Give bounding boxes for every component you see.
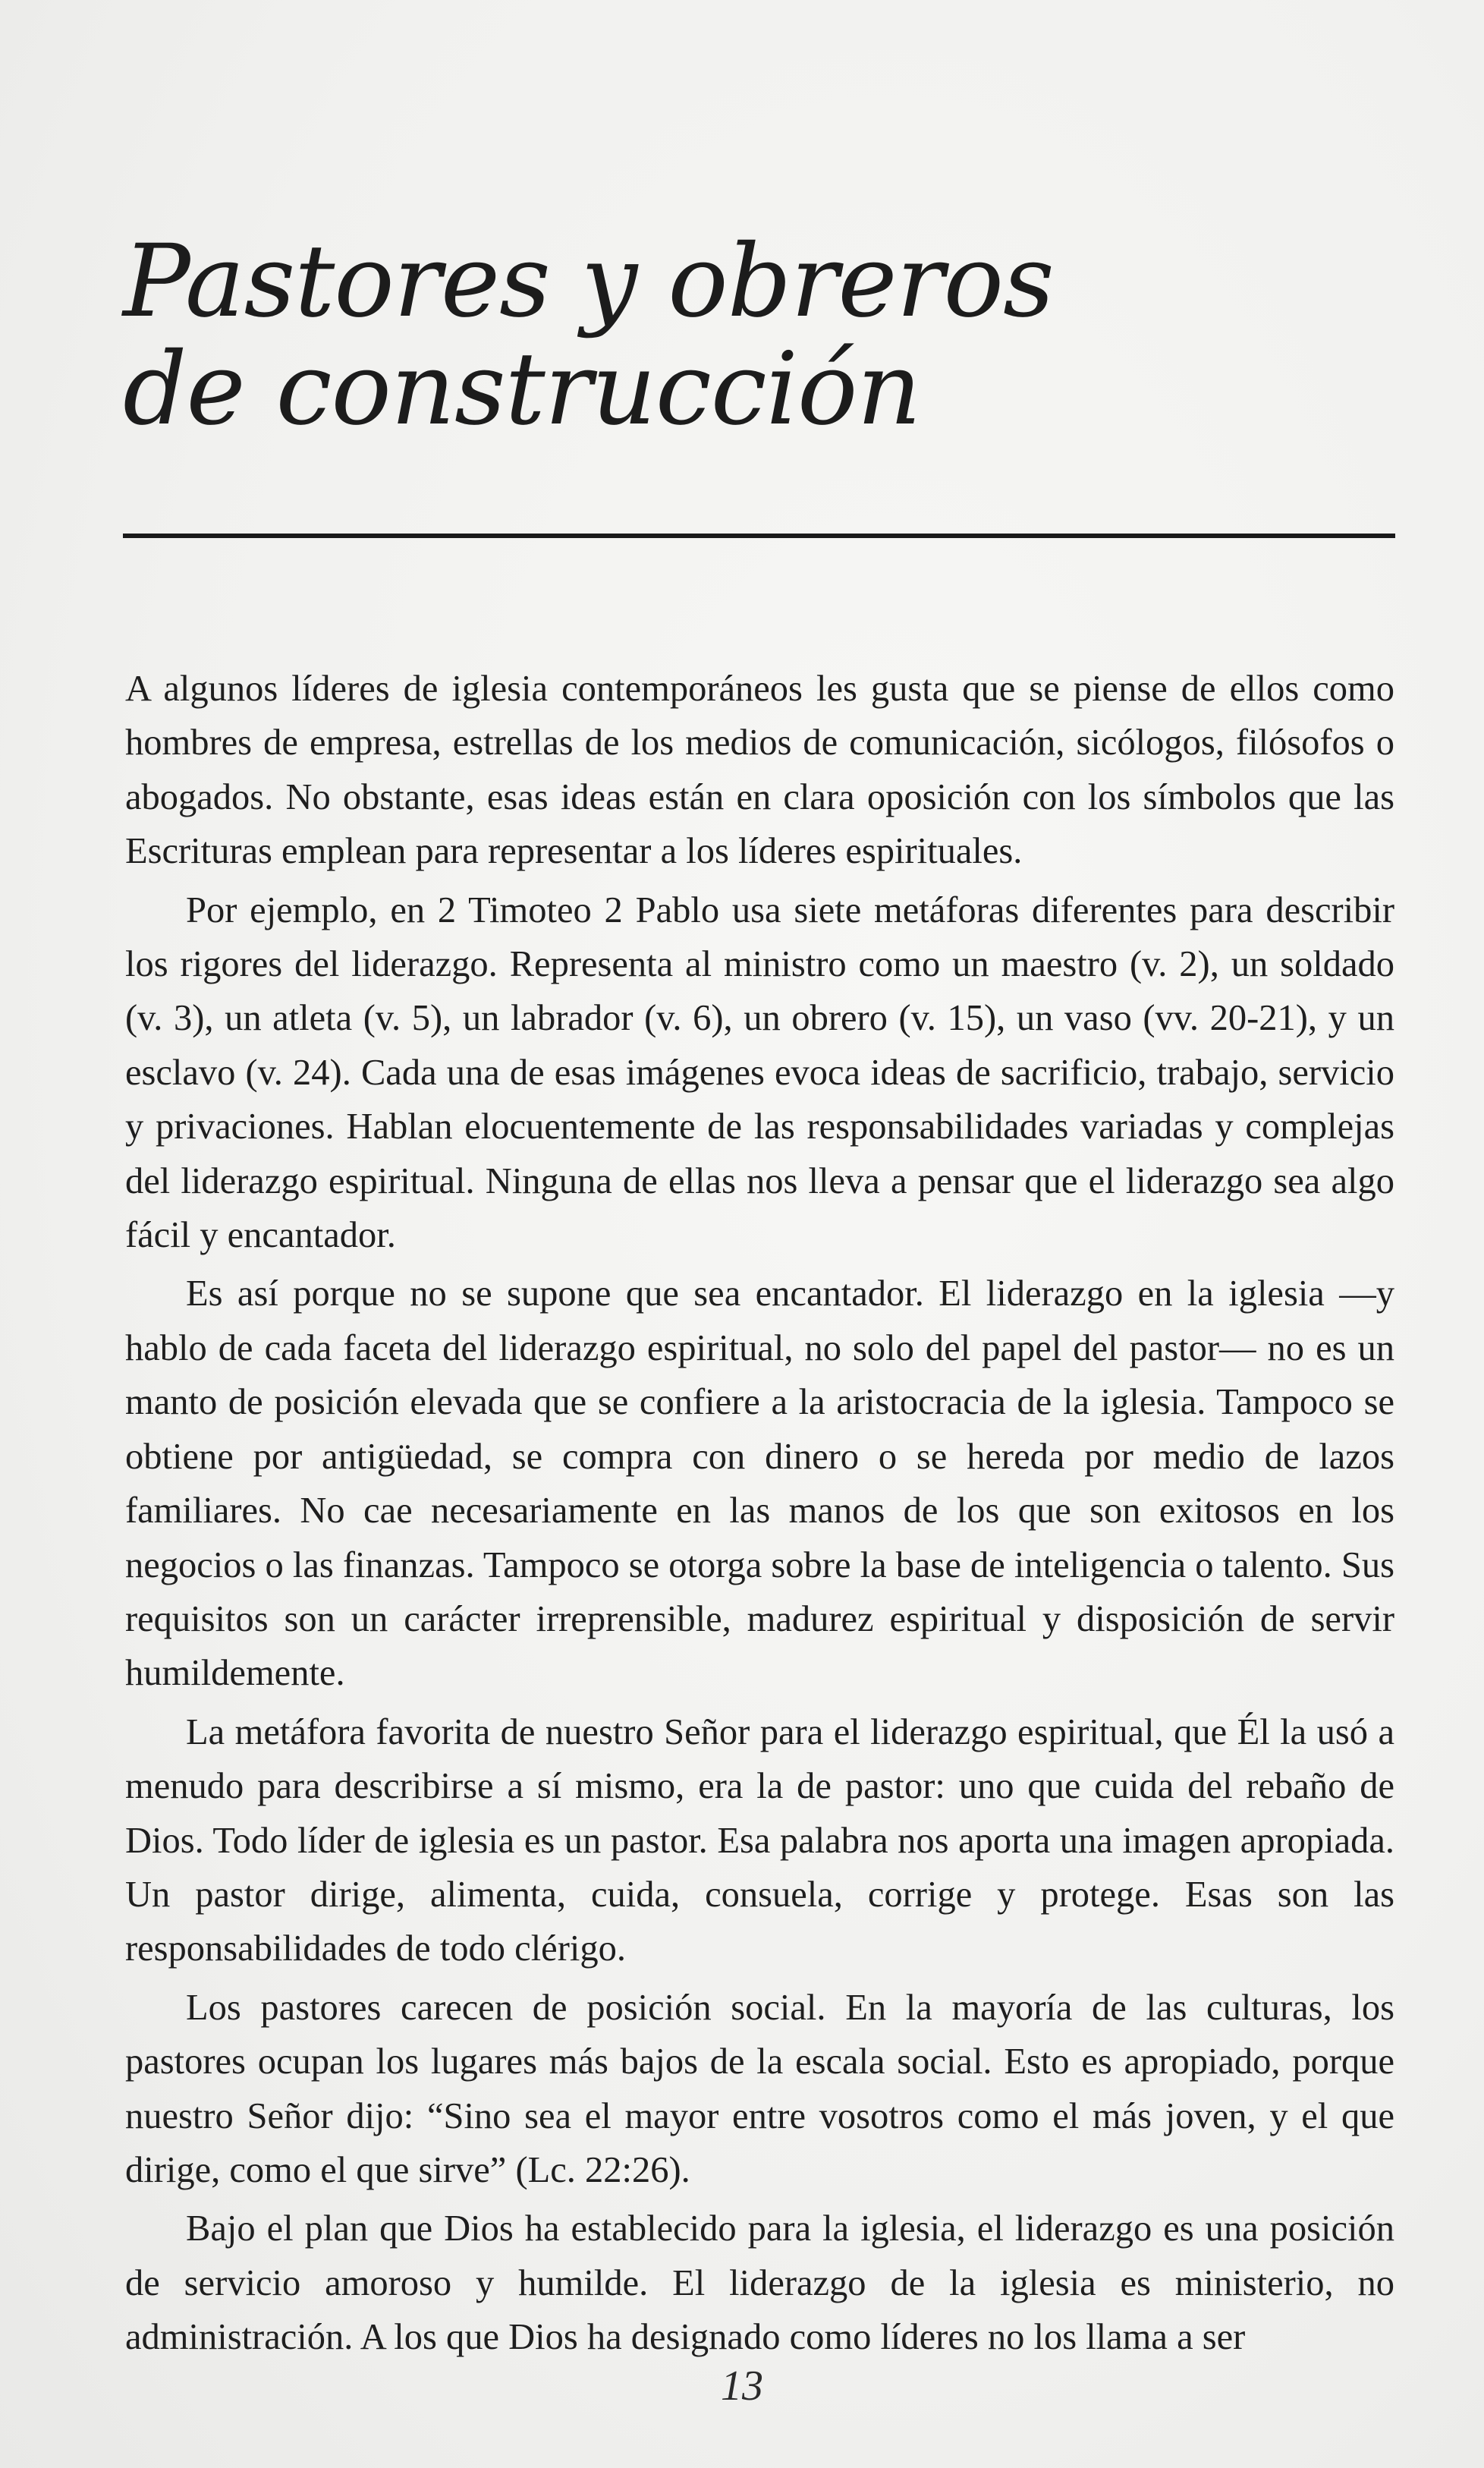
paragraph-4: La metáfora favorita de nuestro Señor para el liderazgo espiritual, que Él la usó a menudo para describirse a sí mismo, era la de pastor: uno que cuida del rebaño de Dios. Todo líder de iglesia es un pastor. Esa palabra nos aporta una imagen apropiada. Un pastor dirige, alimenta, cuida, consuela, corrige y protege. Esas son las responsabilidades de todo clérigo. <box>125 1711 1394 1969</box>
chapter-title-line-2: de construcción <box>123 331 921 448</box>
paragraph-5: Los pastores carecen de posición social. En la mayoría de las culturas, los pastores ocupan los lugares más bajos de la escala social. Esto es apropiado, porque nuestro Señor dijo: “Sino sea el mayor entre vosotros como el más joven, y el que dirige, como el que sirve” (Lc. 22:26). <box>125 1987 1394 2190</box>
page-number: 13 <box>721 2363 763 2410</box>
paragraph-2: Por ejemplo, en 2 Timoteo 2 Pablo usa siete metáforas diferentes para describir los rigores del liderazgo. Representa al ministro como un maestro (v. 2), un soldado (v. 3), un atleta (v. 5), un labrador (v. 6), un obrero (v. 15), un vaso (vv. 20-21), y un esclavo (v. 24). Cada una de esas imágenes evoca ideas de sacrificio, trabajo, servicio y privaciones. Hablan elocuentemente de las responsabilidades variadas y complejas del liderazgo espiritual. Ninguna de ellas nos lleva a pensar que el liderazgo sea algo fácil y encantador. <box>125 889 1394 1256</box>
paragraph-1: A algunos líderes de iglesia contemporáneos les gusta que se piense de ellos como hombres de empresa, estrellas de los medios de comunicación, sicólogos, filósofos o abogados. No obstante, esas ideas están en clara oposición con los símbolos que las Escrituras emplean para representar a los líderes espirituales. <box>125 669 1394 872</box>
paragraph-3: Es así porque no se supone que sea encantador. El liderazgo en la iglesia —y hablo de cada faceta del liderazgo espiritual, no solo del papel del pastor— no es un manto de posición elevada que se confiere a la aristocracia de la iglesia. Tampoco se obtiene por antigüedad, se compra con dinero o se hereda por medio de lazos familiares. No cae necesariamente en las manos de los que son exitosos en los negocios o las finanzas. Tampoco se otorga sobre la base de inteligencia o talento. Sus requisitos son un carácter irreprensible, madurez espiritual y disposición de servir humildemente. <box>125 1273 1394 1694</box>
chapter-title-line-1: Pastores y obreros <box>123 223 1054 340</box>
chapter-body <box>125 662 1394 2369</box>
paragraph-6: Bajo el plan que Dios ha establecido para la iglesia, el liderazgo es una posición de servicio amoroso y humilde. El liderazgo de la iglesia es ministerio, no administración. A los que Dios ha designado como líderes no los llama a ser <box>125 2208 1394 2358</box>
title-rule <box>123 534 1395 538</box>
chapter-title <box>123 223 1337 448</box>
